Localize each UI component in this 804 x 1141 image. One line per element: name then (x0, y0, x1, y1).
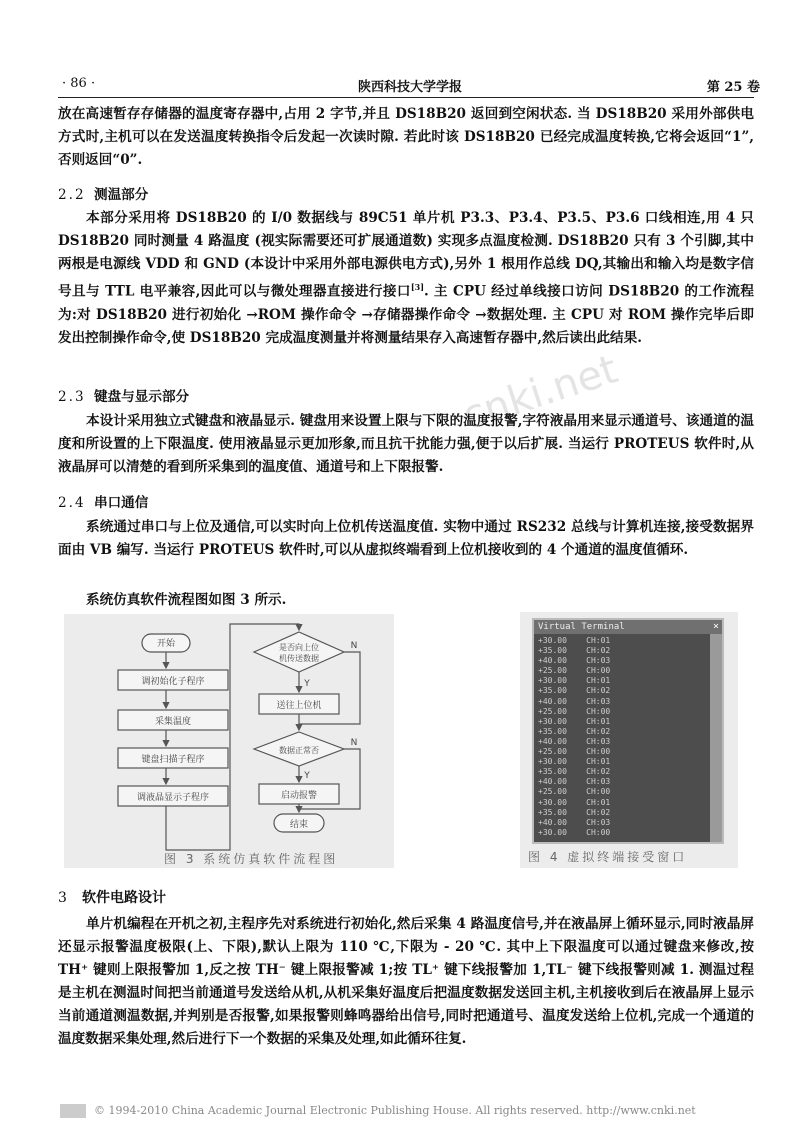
terminal-row: +30.00 CH:00 (538, 827, 611, 837)
paragraph-2-2-text-a: 本部分采用将 DS18B20 的 I/0 数据线与 89C51 单片机 P3.3、P3.4、P3.5、P3.6 口线相连,用 4 只 DS18B20 同时测量 4 路温度 (视实际需要还可扩展通道数) 实现多点温度检测. DS18B20 只有 3 个引脚,其中两根是电源线 VDD 和 GND (本设计中采用外部电源供电方式),另外 1 根用作总线 DQ,其输出和输入均是数字信号且与 TTL 电平兼容,因此可以与微处理器直接进行接口 (58, 210, 754, 300)
paragraph-2-2 (58, 207, 754, 350)
collect-label: 采集温度 (154, 717, 192, 727)
section-title: 键盘与显示部分 (94, 389, 190, 405)
journal-title: 陕西科技大学学报 (357, 80, 462, 95)
paragraph-2-4: 系统通过串口与上位及通信,可以实时向上位机传送温度值. 实物中通过 RS232 总线与计算机连接,接受数据界面由 VB 编写. 当运行 PROTEUS 软件时,可以从虚拟终端看到上位机接收到的 4 个通道的温度值循环. (58, 519, 754, 558)
no-label-2: N (350, 738, 358, 748)
section-number: 2.2 (58, 187, 86, 203)
terminal-row: +30.00 CH:01 (538, 757, 611, 767)
end-label: 结束 (289, 820, 309, 830)
close-icon: × (712, 621, 719, 632)
ok-question: 数据正常否 (279, 746, 319, 755)
terminal-row: +40.00 CH:03 (538, 777, 611, 787)
figure-3-flowchart (64, 614, 394, 868)
terminal-output (538, 636, 702, 838)
figure-intro: 系统仿真软件流程图如图 3 所示. (86, 592, 287, 608)
section-2-4-heading (58, 491, 148, 511)
section-title: 串口通信 (94, 495, 149, 511)
terminal-row: +30.00 CH:01 (538, 636, 611, 645)
terminal-row: +30.00 CH:01 (538, 716, 611, 726)
start-label: 开始 (156, 639, 176, 649)
paragraph-intro: 放在高速暂存存储器的温度寄存器中,占用 2 字节,并且 DS18B20 返回到空闲状态. 当 DS18B20 采用外部供电方式时,主机可以在发送温度转换指令后发起一次读时隙. 若此时该 DS18B20 已经完成温度转换,它将会返回“1”,否则返回“0”. (58, 106, 754, 168)
section-2-3-heading (58, 385, 189, 405)
terminal-scrollbar (710, 634, 722, 842)
section-3-heading (58, 887, 166, 907)
watermark: cnki.net (456, 346, 624, 440)
terminal-row: +40.00 CH:03 (538, 656, 611, 666)
paragraph-2-2-text-b: . 主 CPU 经过单线接口访问 DS18B20 的工作流程为:对 DS18B20 进行初始化 →ROM 操作命令 →存储器操作命令 →数据处理. 主 CPU 对 ROM 操作完毕后即发出控制操作命令,使 DS18B20 完成温度测量并将测量结果存入高速暂存器中,然后读出此结果. (58, 283, 754, 346)
volume-label: 第 25 卷 (706, 80, 760, 95)
cnki-logo (60, 1104, 86, 1118)
terminal-row: +25.00 CH:00 (538, 787, 611, 797)
terminal-titlebar (534, 620, 722, 634)
section-number: 2.4 (58, 495, 86, 511)
section-2-2-heading (58, 183, 148, 203)
terminal-row: +35.00 CH:02 (538, 726, 611, 736)
terminal-row: +40.00 CH:03 (538, 817, 611, 827)
yes-label-2: Y (304, 771, 310, 781)
section-number: 2.3 (58, 389, 86, 405)
send-question-line2: 机传送数据 (279, 654, 319, 663)
init-label: 调初始化子程序 (141, 677, 205, 687)
terminal-row: +35.00 CH:02 (538, 767, 611, 777)
decision-send (254, 632, 344, 672)
paragraph-2-3: 本设计采用独立式键盘和液晶显示. 键盘用来设置上限与下限的温度报警,字符液晶用来显示通道号、该通道的温度和所设置的上下限温度. 使用液晶显示更加形象,而且抗干扰能力强,便于以后扩展. 当运行 PROTEUS 软件时,从液晶屏可以清楚的看到所采集到的温度值、通道号和上下限报警. (58, 413, 754, 475)
terminal-row: +25.00 CH:00 (538, 747, 611, 757)
terminal-row: +25.00 CH:00 (538, 666, 611, 676)
figure-4-terminal (520, 612, 738, 868)
citation-ref: [3] (410, 282, 425, 292)
terminal-row: +35.00 CH:02 (538, 686, 611, 696)
terminal-row: +35.00 CH:02 (538, 807, 611, 817)
terminal-row: +40.00 CH:03 (538, 736, 611, 746)
page-number: · 86 · (62, 76, 96, 91)
terminal-row: +40.00 CH:03 (538, 696, 611, 706)
yes-label-1: Y (304, 679, 310, 689)
terminal-row: +30.00 CH:01 (538, 676, 611, 686)
terminal-row: +25.00 CH:00 (538, 706, 611, 716)
figure-3-caption: 图 3 系统仿真软件流程图 (164, 852, 339, 866)
send-label: 送往上位机 (276, 701, 322, 711)
section-title: 软件电路设计 (82, 890, 166, 906)
keyscan-label: 键盘扫描子程序 (141, 755, 205, 765)
send-question-line1: 是否向上位 (279, 643, 319, 652)
terminal-row: +35.00 CH:02 (538, 646, 611, 656)
paragraph-3: 单片机编程在开机之初,主程序先对系统进行初始化,然后采集 4 路温度信号,并在液晶屏上循环显示,同时液晶屏还显示报警温度极限(上、下限),默认上限为 110 ℃,下限为 - 20 ℃. 其中上下限温度可以通过键盘来修改,按 TH⁺ 键则上限报警加 1,反之按 TH⁻ 键上限报警减 1;按 TL⁺ 键下线报警加 1,TL⁻ 键下线报警则减 1. 测温过程是主机在测温时间把当前通道号发送给从机,从机采集好温度后把温度数据发送回主机,主机接收到后在液晶屏上显示当前通道测温数据,并判别是否报警,如果报警则蜂鸣器给出信号,同时把通道号、温度发送给上位机,完成一个通道的温度数据采集处理,然后进行下一个数据的采集及处理,如此循环往复. (58, 916, 754, 1047)
running-header (60, 74, 760, 96)
terminal-row: +30.00 CH:01 (538, 797, 611, 807)
header-rule (58, 97, 754, 98)
lcd-label: 调液晶显示子程序 (136, 793, 210, 803)
figure-4-caption: 图 4 虚拟终端接受窗口 (528, 850, 688, 864)
footer (60, 1104, 760, 1118)
flowchart-svg (64, 614, 394, 868)
alarm-label: 启动报警 (280, 791, 318, 801)
section-title: 测温部分 (94, 187, 149, 203)
section-number: 3 (58, 890, 67, 906)
virtual-terminal-window (532, 618, 724, 844)
no-label-1: N (350, 641, 358, 651)
copyright-text: © 1994-2010 China Academic Journal Electronic Publishing House. All rights reserved. http://www.cnki.net (94, 1104, 696, 1117)
terminal-title: Virtual Terminal (538, 622, 625, 632)
